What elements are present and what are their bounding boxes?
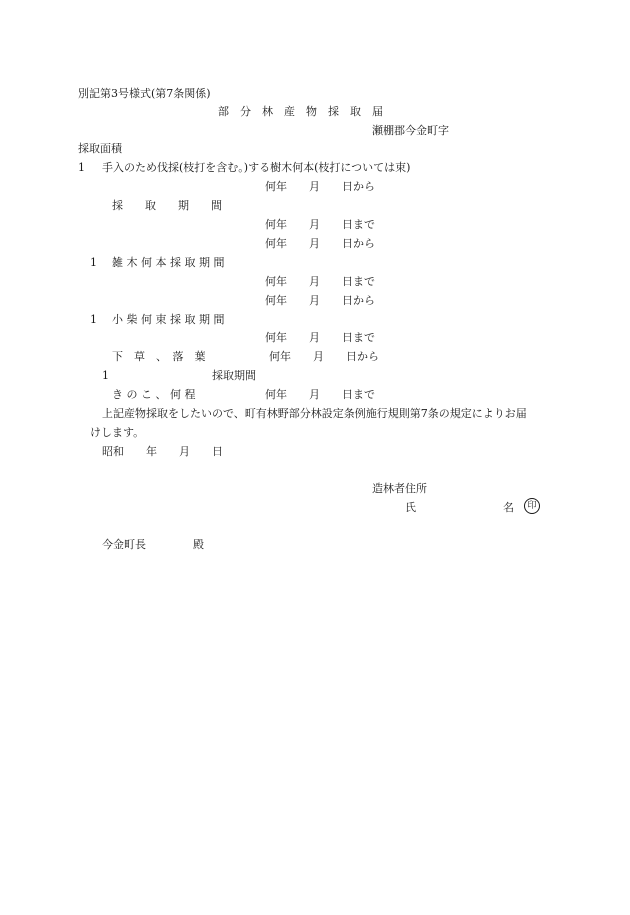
applicant-name-label-b: 名	[503, 501, 514, 514]
location: 瀬棚郡今金町字	[372, 124, 449, 137]
item4-label-a: 下 草 、 落 葉	[112, 350, 206, 363]
item1-from: 何年 月 日から	[265, 180, 375, 193]
item4-number: 1	[102, 369, 109, 382]
item2-number: 1	[90, 256, 97, 269]
item1-text: 手入のため伐採(枝打を含む。)する樹木何本(枝打については束)	[102, 161, 411, 174]
item4-until: 何年 月 日まで	[265, 388, 375, 401]
item2-from: 何年 月 日から	[265, 237, 375, 250]
item3-until: 何年 月 日まで	[265, 331, 375, 344]
recipient-honorific: 殿	[193, 538, 204, 551]
item2-label: 雑 木 何 本 採 取 期 間	[112, 256, 225, 269]
statement-line-1: 上記産物採取をしたいので、町有林野部分林設定条例施行規則第7条の規定によりお届	[102, 407, 527, 420]
statement-line-2: けします。	[90, 426, 145, 439]
recipient-title: 今金町長	[102, 538, 146, 551]
form-title: 部 分 林 産 物 採 取 届	[218, 105, 383, 118]
item1-number: 1	[78, 161, 85, 174]
form-number: 別記第3号様式(第7条関係)	[78, 87, 211, 100]
item4-label-b: き の こ 、 何 程	[112, 388, 196, 401]
item4-from: 何年 月 日から	[269, 350, 379, 363]
item3-from: 何年 月 日から	[265, 294, 375, 307]
date-line: 昭和 年 月 日	[102, 445, 223, 458]
item2-until: 何年 月 日まで	[265, 275, 375, 288]
item1-period-label: 採 取 期 間	[112, 199, 222, 212]
area-label: 採取面積	[78, 142, 122, 155]
seal-icon: 印	[524, 498, 540, 514]
applicant-name-label-a: 氏	[405, 501, 416, 514]
item1-until: 何年 月 日まで	[265, 218, 375, 231]
item4-period-label: 採取期間	[212, 369, 256, 382]
item3-number: 1	[90, 313, 97, 326]
item3-label: 小 柴 何 束 採 取 期 間	[112, 313, 225, 326]
applicant-address-label: 造林者住所	[372, 482, 427, 495]
